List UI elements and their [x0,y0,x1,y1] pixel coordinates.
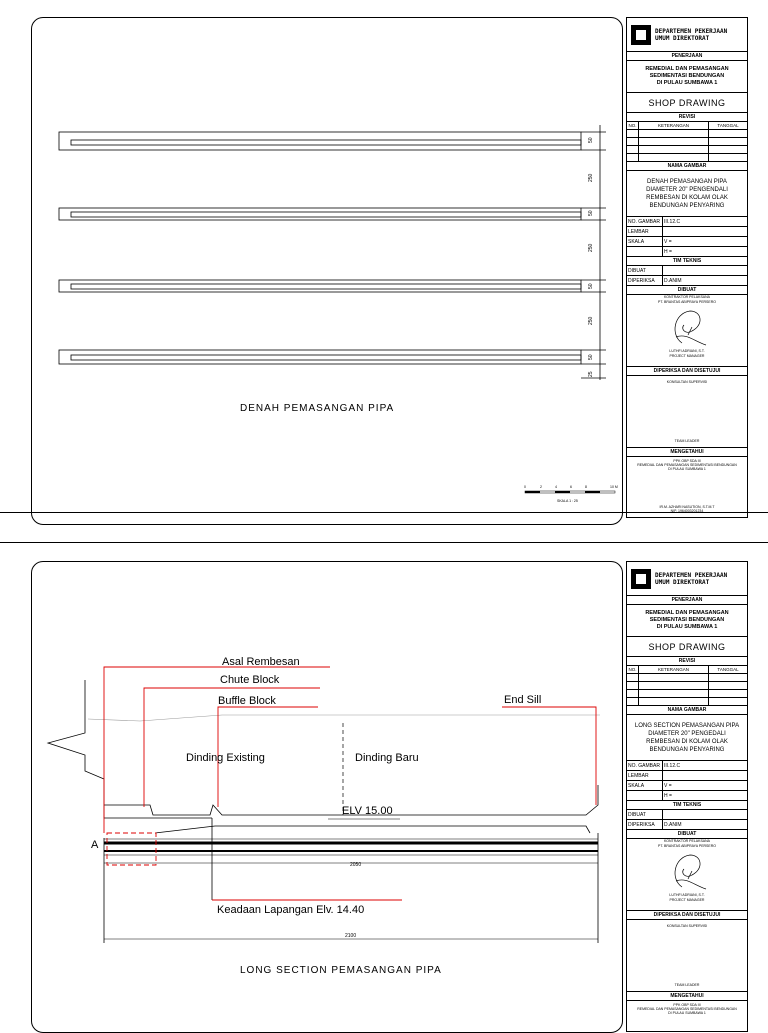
drawing-number: III.12.C [663,217,747,227]
drawing-number: III.12.C [663,761,747,771]
signature-icon [662,305,712,349]
dim-label: 50 [588,210,594,216]
pipe-channel-3 [59,280,581,292]
svg-text:0: 0 [524,485,526,489]
revision-table: NO. KETERANGAN TANGGAL [627,666,747,706]
dim-label: 250 [588,173,594,182]
ministry-logo-icon [631,569,651,589]
label-detail-a: A [91,839,99,851]
revision-table: NO. KETERANGAN TANGGAL [627,122,747,162]
pipe-1 [71,140,581,145]
pipe-channel-1 [59,132,581,150]
dim-label: 25 [588,371,594,377]
label-elevation: ELV 15.00 [342,805,393,817]
pipe-2 [71,212,581,217]
pipe-3 [71,284,581,289]
drawing-name: DENAH PEMASANGAN PIPA DIAMETER 20" PENGENDALI REMBESAN DI KOLAM OLAK BENDUNGAN PENYARING [627,171,747,217]
scale-text: SKALA 1 : 25 [557,499,578,503]
label-dinding-baru: Dinding Baru [355,752,419,764]
label-buffle-block: Buffle Block [218,695,276,707]
pipe-channel-2 [59,208,581,220]
label-chute-block: Chute Block [220,674,280,686]
detail-a-marker [107,833,156,865]
label-asal-rembesan: Asal Rembesan [222,656,300,668]
project-name: REMEDIAL DAN PEMASANGAN SEDIMENTASI BENDUNGAN DI PULAU SUMBAWA 1 [627,61,747,93]
scale-bar [524,485,618,503]
dim-label: 250 [588,316,594,325]
dim-label: 250 [588,243,594,252]
svg-text:2: 2 [540,485,542,489]
shop-drawing-label: SHOP DRAWING [627,637,747,657]
label-keadaan-lapangan: Keadaan Lapangan Elv. 14.40 [217,904,365,916]
pipe-4 [71,355,581,360]
svg-text:8: 8 [585,485,587,489]
title-block: DEPARTEMEN PEKERJAAN UMUM DIREKTORAT PENERJAAN REMEDIAL DAN PEMASANGAN SEDIMENTASI BENDUNGAN DI PULAU SUMBAWA 1 SHOP DRAWING REVISI NO. KETERANGAN TANGGAL NAMA GAMBAR LONG SECTION PEMASANGAN PIPA DIAMETER 20" PENGEDALI REMBESAN DI KOLAM OLAK BENDUNGAN PENYARING NO. GAMBAR III.12.C LEMBAR SKALA V = H = TIM TEKNIS DIBUAT DIPERIKSA D.ANIM DIBUAT KONTRAKTOR PELAKSANA PT. BRANTAS ABIPRAYA PERSERO LUTHFI ADRIANI, S.T. PROJECT MANAGER DIPERIKSA DAN DISETUJUI KONSULTAN SUPERVISI TEAM LEADER MENGETAHUI PPK OBP SDA III REMEDIAL DAN PEMASANGAN SEDIMENTASI BENDUNGAN DI PULAU SUMBAWA 1 [626,561,748,1032]
dim-2050: 2050 [350,862,362,868]
drawing-name: LONG SECTION PEMASANGAN PIPA DIAMETER 20" PENGEDALI REMBESAN DI KOLAM OLAK BENDUNGAN PENYARING [627,715,747,761]
sheet-plan [0,0,768,513]
dim-2100: 2100 [345,933,357,939]
label-dinding-existing: Dinding Existing [186,752,265,764]
dim-label: 50 [588,354,594,360]
title-block: DEPARTEMEN PEKERJAAN UMUM DIREKTORAT PENERJAAN REMEDIAL DAN PEMASANGAN SEDIMENTASI BENDUNGAN DI PULAU SUMBAWA 1 SHOP DRAWING REVISI NO. KETERANGAN TANGGAL NAMA GAMBAR DENAH PEMASANGAN PIPA DIAMETER 20" PENGENDALI REMBESAN DI KOLAM OLAK BENDUNGAN PENYARING NO. GAMBAR III.12.C LEMBAR SKALA V = H = TIM TEKNIS DIBUAT DIPERIKSA D.ANIM DIBUAT KONTRAKTOR PELAKSANA PT. BRANTAS ABIPRAYA PERSERO LUTHFI ADRIANI, S.T. PROJECT MANAGER DIPERIKSA DAN DISETUJUI KONSULTAN SUPERVISI TEAM LEADER MENGETAHUI PPK OBP SDA III REMEDIAL DAN PEMASANGAN SEDIMENTASI BENDUNGAN DI PULAU SUMBAWA 1 IR.M. AZHARI NASUTION, S.T.M.T NIP. 1964003201234 [626,17,748,518]
drawing-title: DENAH PEMASANGAN PIPA [240,403,395,414]
drawing-title: LONG SECTION PEMASANGAN PIPA [240,965,442,976]
label-end-sill: End Sill [504,694,542,706]
project-name: REMEDIAL DAN PEMASANGAN SEDIMENTASI BENDUNGAN DI PULAU SUMBAWA 1 [627,605,747,637]
dim-label: 50 [588,137,594,143]
contractor-signature: KONTRAKTOR PELAKSANA PT. BRANTAS ABIPRAYA PERSERO LUTHFI ADRIANI, S.T. PROJECT MANAGER [627,295,747,367]
ministry-logo-icon [631,25,651,45]
svg-text:10 M: 10 M [610,485,618,489]
shop-drawing-label: SHOP DRAWING [627,93,747,113]
leader-asal-rembesan [104,667,330,833]
dim-label: 50 [588,283,594,289]
pipe-channel-4 [59,350,581,364]
leader-end-sill [502,707,596,805]
contractor-signature: KONTRAKTOR PELAKSANA PT. BRANTAS ABIPRAYA PERSERO LUTHFI ADRIANI, S.T. PROJECT MANAGER [627,839,747,911]
svg-text:4: 4 [555,485,557,489]
svg-text:6: 6 [570,485,572,489]
signature-icon [662,849,712,893]
sheet-long-section [0,542,768,1025]
